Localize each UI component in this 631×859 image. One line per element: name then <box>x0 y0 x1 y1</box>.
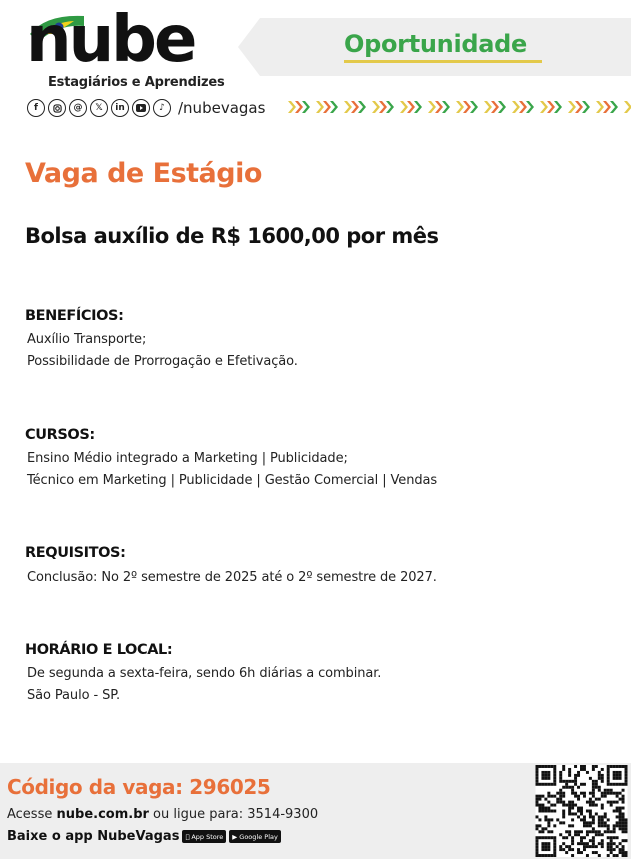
logo-word: nube <box>26 3 195 77</box>
chevron-shape <box>302 101 310 113</box>
facebook-icon[interactable]: f <box>27 99 45 117</box>
chevron-shape <box>624 101 631 113</box>
decorative-chevrons <box>288 99 631 115</box>
chevron-shape <box>386 101 394 113</box>
qr-code[interactable] <box>535 765 628 857</box>
chevron-shape <box>540 101 548 113</box>
linkedin-icon[interactable]: in <box>111 99 129 117</box>
chevron-shape <box>351 101 359 113</box>
chevron-shape <box>554 101 562 113</box>
banner-title: Oportunidade <box>344 30 528 58</box>
chevron-shape <box>519 101 527 113</box>
chevron-shape <box>344 101 352 113</box>
chevron-shape <box>414 101 422 113</box>
youtube-icon[interactable] <box>132 99 150 117</box>
chevron-shape <box>316 101 324 113</box>
chevron-shape <box>547 101 555 113</box>
job-code: Código da vaga: 296025 <box>7 775 271 799</box>
schedule-heading: HORÁRIO E LOCAL: <box>25 642 173 658</box>
courses-heading: CURSOS: <box>25 427 95 443</box>
chevron-shape <box>295 101 303 113</box>
chevron-shape <box>491 101 499 113</box>
chevron-shape <box>575 101 583 113</box>
social-links <box>27 97 265 119</box>
requirements-line: Conclusão: No 2º semestre de 2025 até o 2º semestre de 2027. <box>27 570 437 585</box>
chevron-shape <box>407 101 415 113</box>
header <box>0 0 631 128</box>
instagram-icon[interactable] <box>48 99 66 117</box>
banner-notch <box>238 18 260 76</box>
chevron-shape <box>526 101 534 113</box>
benefits-line: Possibilidade de Prorrogação e Efetivação. <box>27 354 298 369</box>
chevron-shape <box>435 101 443 113</box>
contact-suffix: ou ligue para: 3514-9300 <box>148 807 319 822</box>
chevron-shape <box>358 101 366 113</box>
chevron-shape <box>456 101 464 113</box>
threads-icon[interactable]: @ <box>69 99 87 117</box>
banner-underline <box>344 60 542 63</box>
chevron-shape <box>484 101 492 113</box>
contact-prefix: Acesse <box>7 807 57 822</box>
requirements-heading: REQUISITOS: <box>25 545 126 561</box>
schedule-line: De segunda a sexta-feira, sendo 6h diárias a combinar. <box>27 666 382 681</box>
chevron-shape <box>470 101 478 113</box>
play-icon: ▶ <box>228 832 234 841</box>
chevron-shape <box>568 101 576 113</box>
chevron-shape <box>596 101 604 113</box>
chevron-shape <box>330 101 338 113</box>
chevron-shape <box>400 101 408 113</box>
contact-line <box>7 807 318 822</box>
job-title: Vaga de Estágio <box>25 158 262 189</box>
chevron-shape <box>512 101 520 113</box>
chevron-shape <box>379 101 387 113</box>
google-play-badge[interactable] <box>229 830 281 843</box>
nube-logo[interactable] <box>26 4 226 94</box>
app-store-label: App Store <box>187 832 220 841</box>
benefits-heading: BENEFÍCIOS: <box>25 308 124 324</box>
salary: Bolsa auxílio de R$ 1600,00 por mês <box>25 224 439 248</box>
schedule-line: São Paulo - SP. <box>27 688 120 703</box>
benefits-line: Auxílio Transporte; <box>27 332 147 347</box>
chevron-shape <box>372 101 380 113</box>
google-play-label: Google Play <box>235 832 274 841</box>
chevron-shape <box>498 101 506 113</box>
chevron-shape <box>463 101 471 113</box>
site-link[interactable]: nube.com.br <box>56 807 149 822</box>
chevron-shape <box>288 101 296 113</box>
chevron-shape <box>428 101 436 113</box>
chevron-shape <box>610 101 618 113</box>
app-line <box>7 829 281 844</box>
app-label: Baixe o app NubeVagas <box>7 829 180 844</box>
courses-line: Ensino Médio integrado a Marketing | Publicidade; <box>27 451 348 466</box>
tiktok-icon[interactable]: ♪ <box>153 99 171 117</box>
apple-icon <box>185 833 189 841</box>
courses-line: Técnico em Marketing | Publicidade | Gestão Comercial | Vendas <box>27 473 438 488</box>
social-handle[interactable]: /nubevagas <box>178 99 266 117</box>
chevron-shape <box>603 101 611 113</box>
x-icon[interactable]: 𝕏 <box>90 99 108 117</box>
chevron-shape <box>323 101 331 113</box>
chevron-shape <box>582 101 590 113</box>
app-store-badge[interactable] <box>182 830 226 843</box>
logo-subtitle: Estagiários e Aprendizes <box>48 75 225 90</box>
chevron-shape <box>442 101 450 113</box>
